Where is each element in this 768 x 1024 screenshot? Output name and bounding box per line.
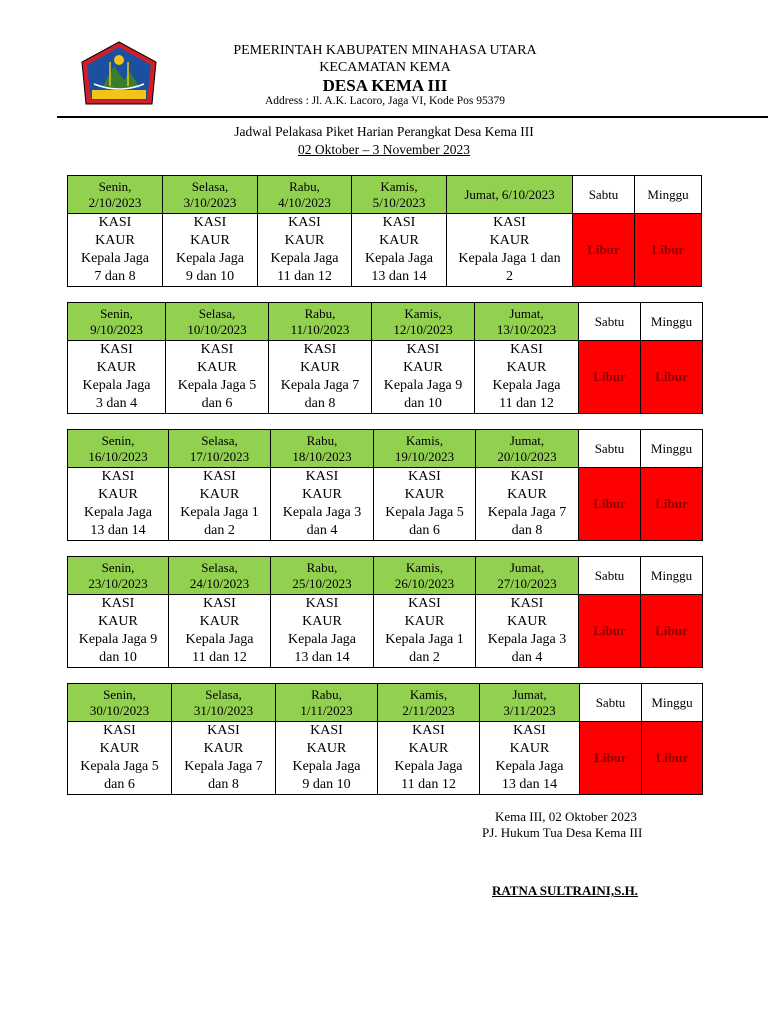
day-name: Selasa,: [191, 178, 229, 194]
duty-line: Kepala Jaga: [175, 251, 245, 266]
duty-line: KAUR: [404, 487, 445, 502]
day-header-cell: [166, 303, 269, 341]
duty-line: Kepala Jaga 7: [280, 378, 360, 393]
header-district: KECAMATAN KEMA: [319, 60, 451, 75]
duty-line: KAUR: [203, 741, 244, 756]
duty-line: dan 6: [409, 523, 440, 538]
sunday-header-cell: Minggu: [641, 303, 703, 341]
day-name: Jumat,: [509, 559, 545, 575]
duty-cell: [271, 595, 374, 668]
day-name: Rabu,: [306, 432, 338, 448]
day-name: Senin,: [101, 559, 135, 575]
day-header-cell: [480, 684, 580, 722]
duty-line: KASI: [510, 596, 544, 611]
duty-line: Kepala Jaga 5: [177, 378, 257, 393]
duty-line: KAUR: [99, 741, 140, 756]
schedule-duty-row: [68, 468, 703, 541]
duty-line: 3 dan 4: [95, 396, 138, 411]
day-date: 10/10/2023: [187, 321, 247, 337]
day-date: 11/10/2023: [290, 321, 350, 337]
duty-line: Kepala Jaga: [270, 251, 339, 266]
day-name: Senin,: [98, 178, 132, 194]
schedule-duty-row: [68, 214, 702, 287]
duty-cell: [68, 722, 172, 795]
duty-line: KAUR: [96, 360, 137, 375]
day-date: 2/10/2023: [88, 194, 142, 210]
day-name: Selasa,: [201, 432, 238, 448]
day-header-cell: [169, 557, 271, 595]
duty-line: Kepala Jaga 3: [282, 505, 362, 520]
duty-cell: [447, 214, 573, 287]
schedule-table-week: [67, 302, 703, 414]
duty-cell: [68, 595, 169, 668]
duty-line: KAUR: [507, 487, 547, 502]
sunday-holiday-cell: Libur: [641, 468, 703, 541]
day-header-cell: [269, 303, 372, 341]
day-header-cell: [476, 557, 579, 595]
day-date: 18/10/2023: [292, 448, 352, 464]
duty-line: dan 2: [204, 523, 235, 538]
sunday-holiday-cell: Libur: [641, 595, 703, 668]
duty-line: KASI: [510, 469, 544, 484]
schedule-header-row: [68, 684, 703, 722]
duty-line: dan 6: [201, 396, 233, 411]
duty-line: KAUR: [197, 360, 237, 375]
day-date: 24/10/2023: [189, 575, 250, 591]
header-government: PEMERINTAH KABUPATEN MINAHASA UTARA: [233, 43, 537, 58]
duty-line: 11 dan 12: [277, 269, 332, 284]
day-name: Rabu,: [289, 178, 320, 194]
document-title: Jadwal Pelakasa Piket Harian Perangkat Desa Kema III: [234, 124, 534, 139]
saturday-holiday-cell: Libur: [579, 595, 641, 668]
duty-line: Kepala Jaga 9: [383, 378, 463, 393]
day-name: Jumat,: [512, 686, 547, 702]
duty-line: KAUR: [379, 233, 419, 248]
signature-name: RATNA SULTRAINI,S.H.: [492, 883, 638, 898]
day-header-cell: [68, 684, 172, 722]
duty-line: KASI: [193, 215, 227, 230]
day-name: Senin,: [103, 686, 136, 702]
duty-line: Kepala Jaga: [492, 378, 561, 393]
day-date: 20/10/2023: [497, 448, 557, 464]
duty-line: KASI: [382, 215, 416, 230]
sunday-header-cell: Minggu: [641, 557, 703, 595]
day-name: Kamis,: [380, 178, 418, 194]
day-name: Senin,: [100, 305, 133, 321]
duty-line: KASI: [101, 596, 135, 611]
signature-place-date: Kema III, 02 Oktober 2023: [495, 809, 637, 824]
header-divider: [57, 116, 768, 118]
duty-line: Kepala Jaga 1: [385, 632, 464, 647]
duty-cell: [271, 468, 374, 541]
duty-line: KAUR: [190, 233, 230, 248]
duty-line: dan 4: [306, 523, 338, 538]
duty-line: dan 8: [208, 777, 239, 792]
saturday-header-cell: Sabtu: [573, 176, 635, 214]
day-date: 5/10/2023: [372, 194, 426, 210]
duty-line: dan 6: [104, 777, 135, 792]
duty-line: Kepala Jaga: [394, 759, 463, 774]
day-date: 30/10/2023: [89, 702, 150, 718]
day-date: 16/10/2023: [88, 448, 148, 464]
day-header-cell: [372, 303, 475, 341]
schedule-header-row: [68, 303, 703, 341]
duty-line: dan 10: [404, 396, 442, 411]
sunday-holiday-cell: Libur: [635, 214, 702, 287]
day-header-cell: [352, 176, 447, 214]
day-header-cell: [476, 430, 579, 468]
duty-line: KASI: [510, 342, 543, 357]
duty-cell: [68, 341, 166, 414]
duty-line: 9 dan 10: [302, 777, 351, 792]
day-name: Senin,: [101, 432, 135, 448]
schedule-header-row: [68, 557, 703, 595]
day-header-cell: [475, 303, 579, 341]
duty-line: KASI: [406, 342, 440, 357]
day-date: 9/10/2023: [90, 321, 143, 337]
duty-line: 9 dan 10: [185, 269, 235, 284]
duty-line: KASI: [200, 342, 234, 357]
saturday-holiday-cell: Libur: [579, 468, 641, 541]
duty-line: Kepala Jaga 3: [487, 632, 567, 647]
duty-line: Kepala Jaga 5: [80, 759, 159, 774]
day-name: Kamis,: [405, 559, 444, 575]
duty-line: Kepala Jaga: [83, 505, 153, 520]
duty-line: 7 dan 8: [94, 269, 136, 284]
saturday-holiday-cell: Libur: [579, 341, 641, 414]
duty-line: KAUR: [199, 487, 240, 502]
duty-line: Kepala Jaga 7: [487, 505, 567, 520]
duty-line: Kepala Jaga: [287, 632, 357, 647]
duty-line: dan 10: [99, 650, 137, 665]
duty-cell: [480, 722, 580, 795]
duty-line: KAUR: [302, 614, 342, 629]
day-name: Selasa,: [205, 686, 242, 702]
duty-line: dan 4: [511, 650, 543, 665]
day-date: 31/10/2023: [193, 702, 254, 718]
duty-cell: [68, 214, 163, 287]
duty-cell: [269, 341, 372, 414]
day-header-cell: [447, 176, 573, 214]
duty-line: KAUR: [506, 360, 547, 375]
day-date: 3/10/2023: [183, 194, 237, 210]
duty-line: 11 dan 12: [499, 396, 554, 411]
duty-line: KASI: [203, 469, 236, 484]
duty-cell: [258, 214, 352, 287]
day-date: 13/10/2023: [496, 321, 557, 337]
schedule-table-week: [67, 175, 702, 287]
duty-cell: [372, 341, 475, 414]
duty-line: 11 dan 12: [192, 650, 247, 665]
duty-line: Kepala Jaga: [82, 378, 151, 393]
duty-line: KAUR: [95, 233, 135, 248]
duty-line: KAUR: [408, 741, 449, 756]
day-header-cell: [172, 684, 276, 722]
sunday-holiday-cell: Libur: [641, 341, 703, 414]
day-name: Kamis,: [404, 305, 442, 321]
duty-line: KASI: [408, 469, 441, 484]
duty-line: KASI: [207, 723, 240, 738]
duty-line: KASI: [513, 723, 546, 738]
saturday-header-cell: Sabtu: [580, 684, 642, 722]
duty-line: KASI: [288, 215, 321, 230]
sunday-header-cell: Minggu: [635, 176, 702, 214]
duty-line: KASI: [203, 596, 236, 611]
duty-line: KASI: [100, 342, 133, 357]
schedule-duty-row: [68, 722, 703, 795]
duty-line: KAUR: [509, 741, 550, 756]
duty-line: 2: [506, 269, 513, 284]
duty-line: KAUR: [306, 741, 347, 756]
day-name: Jumat,: [509, 432, 545, 448]
day-name: Rabu,: [306, 559, 338, 575]
schedule-duty-row: [68, 595, 703, 668]
saturday-holiday-cell: Libur: [580, 722, 642, 795]
duty-line: Kepala Jaga 5: [385, 505, 464, 520]
day-date: 2/11/2023: [402, 702, 455, 718]
schedule-table-week: [67, 429, 703, 541]
duty-line: KAUR: [489, 233, 530, 248]
day-name: Rabu,: [311, 686, 342, 702]
saturday-header-cell: Sabtu: [579, 557, 641, 595]
duty-line: KASI: [493, 215, 526, 230]
duty-line: dan 8: [304, 396, 336, 411]
duty-line: KAUR: [302, 487, 342, 502]
day-header-cell: [68, 557, 169, 595]
schedule-header-row: [68, 176, 702, 214]
day-header-cell: [169, 430, 271, 468]
duty-line: Kepala Jaga 1 dan: [458, 251, 561, 266]
header-address: Address : Jl. A.K. Lacoro, Jaga VI, Kode Pos 95379: [265, 95, 505, 107]
schedule-table-week: [67, 556, 703, 668]
day-header-cell: [68, 430, 169, 468]
duty-line: 11 dan 12: [401, 777, 456, 792]
day-name: Selasa,: [201, 559, 238, 575]
day-date: 23/10/2023: [88, 575, 148, 591]
duty-line: dan 2: [409, 650, 440, 665]
duty-line: Kepala Jaga: [185, 632, 254, 647]
duty-line: Kepala Jaga: [292, 759, 361, 774]
day-name: Kamis,: [409, 686, 448, 702]
duty-line: KASI: [303, 342, 337, 357]
day-name: Selasa,: [198, 305, 236, 321]
duty-cell: [276, 722, 378, 795]
sunday-header-cell: Minggu: [641, 430, 703, 468]
duty-line: KASI: [103, 723, 136, 738]
duty-cell: [374, 595, 476, 668]
duty-line: KASI: [305, 596, 339, 611]
day-header-cell: [68, 176, 163, 214]
day-header-cell: [276, 684, 378, 722]
day-name: Jumat,: [509, 305, 544, 321]
duty-line: KAUR: [98, 614, 138, 629]
day-header-cell: [163, 176, 258, 214]
duty-line: KASI: [98, 215, 132, 230]
regency-emblem-icon: [80, 40, 158, 112]
duty-line: KAUR: [98, 487, 138, 502]
duty-line: 13 dan 14: [294, 650, 350, 665]
duty-cell: [68, 468, 169, 541]
duty-line: Kepala Jaga 1: [180, 505, 259, 520]
duty-line: Kepala Jaga: [495, 759, 564, 774]
duty-line: KAUR: [403, 360, 443, 375]
day-header-cell: [271, 557, 374, 595]
day-date: 27/10/2023: [497, 575, 557, 591]
duty-line: KASI: [305, 469, 339, 484]
saturday-header-cell: Sabtu: [579, 430, 641, 468]
day-header-cell: [68, 303, 166, 341]
duty-line: 13 dan 14: [90, 523, 146, 538]
saturday-header-cell: Sabtu: [579, 303, 641, 341]
schedule-table-week: [67, 683, 703, 795]
day-name: Rabu,: [304, 305, 336, 321]
duty-cell: [476, 468, 579, 541]
day-header-cell: [378, 684, 480, 722]
signature-position: PJ. Hukum Tua Desa Kema III: [482, 825, 643, 840]
duty-line: KAUR: [507, 614, 547, 629]
day-name: Kamis,: [405, 432, 444, 448]
duty-line: KASI: [408, 596, 441, 611]
duty-line: KASI: [310, 723, 343, 738]
duty-line: Kepala Jaga: [364, 251, 434, 266]
day-date: 1/11/2023: [300, 702, 353, 718]
sunday-holiday-cell: Libur: [642, 722, 703, 795]
day-date: 17/10/2023: [189, 448, 250, 464]
duty-cell: [169, 468, 271, 541]
day-header-cell: [271, 430, 374, 468]
duty-line: KAUR: [404, 614, 445, 629]
duty-cell: [163, 214, 258, 287]
document-period: 02 Oktober – 3 November 2023: [297, 142, 471, 157]
duty-line: KASI: [412, 723, 445, 738]
day-name: Jumat, 6/10/2023: [464, 186, 555, 202]
duty-cell: [475, 341, 579, 414]
day-header-cell: [374, 557, 476, 595]
duty-cell: [172, 722, 276, 795]
saturday-holiday-cell: Libur: [573, 214, 635, 287]
day-date: 26/10/2023: [394, 575, 455, 591]
day-date: 4/10/2023: [278, 194, 331, 210]
duty-cell: [374, 468, 476, 541]
day-date: 25/10/2023: [292, 575, 352, 591]
day-date: 12/10/2023: [393, 321, 453, 337]
duty-cell: [169, 595, 271, 668]
schedule-header-row: [68, 430, 703, 468]
schedule-duty-row: [68, 341, 703, 414]
duty-line: KASI: [101, 469, 135, 484]
sunday-header-cell: Minggu: [642, 684, 703, 722]
day-header-cell: [258, 176, 352, 214]
duty-cell: [476, 595, 579, 668]
duty-line: Kepala Jaga: [80, 251, 150, 266]
day-date: 19/10/2023: [394, 448, 455, 464]
duty-cell: [352, 214, 447, 287]
duty-line: KAUR: [284, 233, 325, 248]
duty-line: Kepala Jaga 7: [184, 759, 263, 774]
duty-line: KAUR: [300, 360, 340, 375]
duty-line: 13 dan 14: [501, 777, 558, 792]
duty-cell: [378, 722, 480, 795]
duty-line: KAUR: [199, 614, 240, 629]
day-header-cell: [374, 430, 476, 468]
duty-line: 13 dan 14: [371, 269, 427, 284]
duty-line: dan 8: [511, 523, 543, 538]
header-village: DESA KEMA III: [322, 76, 448, 95]
duty-cell: [166, 341, 269, 414]
day-date: 3/11/2023: [503, 702, 556, 718]
duty-line: Kepala Jaga 9: [78, 632, 158, 647]
